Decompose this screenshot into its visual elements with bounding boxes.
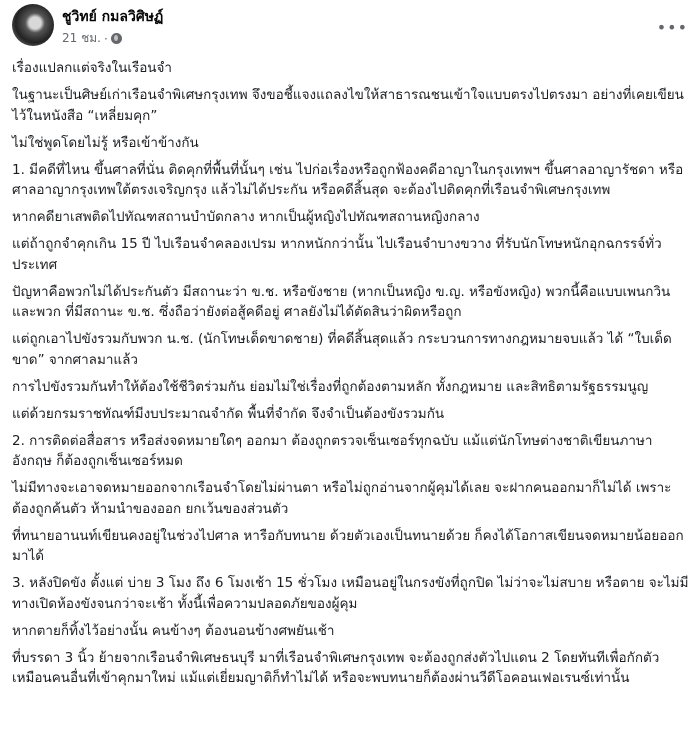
post-body <box>0 58 700 689</box>
post-paragraph: ที่บรรดา 3 นิ้ว ย้ายจากเรือนจำพิเศษธนบุรี มาที่เรือนจำพิเศษกรุงเทพ จะต้องถูกส่งตัวไปแดน 2 โดยทันทีเพื่อกักตัว เหมือนคนอื่นที่เข้าคุกมาใหม่ แม้แต่เยี่ยมญาติก็ทำไม่ได้ หรือจะพบทนายก็ต้องผ่านวีดีโอคอนเฟอเรนซ์เท่านั้น <box>12 649 660 686</box>
post-paragraph: ที่ทนายอานนท์เขียนคงอยู่ในช่วงไปศาล หารือกับทนาย ด้วยตัวเองเป็นทนายด้วย ก็คงได้โอกาสเขียนจดหมายน้อยออกมาได้ <box>12 527 684 564</box>
more-options-button[interactable]: ••• <box>656 18 688 37</box>
post-paragraph: แต่ด้วยกรมราชทัณฑ์มีงบประมาณจำกัด พื้นที่จำกัด จึงจำเป็นต้องขังรวมกัน <box>12 405 445 422</box>
post-paragraph: ไม่มีทางจะเอาจดหมายออกจากเรือนจำโดยไม่ผ่านตา หรือไม่ถูกอ่านจากผู้คุมได้เลย จะฝากคนออกมาก็ไม่ได้ เพราะต้องถูกค้นตัว ห้ามนำของออก ยกเว้นของส่วนตัว <box>12 480 672 517</box>
meta-separator: · <box>103 31 108 46</box>
post-paragraph: 1. มีคดีที่ไหน ขึ้นศาลที่นั่น ติดคุกที่พื้นที่นั้นๆ เช่น ไปก่อเรื่องหรือถูกฟ้องคดีอาญาในกรุงเทพฯ ขึ้นศาลอาญารัชดา หรือศาลอาญากรุงเทพใต้ตรงเจริญกรุง แล้วไม่ได้ประกัน หรือคดีสิ้นสุด จะต้องไปติดคุกที่เรือนจำพิเศษกรุงเทพ <box>12 161 684 198</box>
post-paragraph: เรื่องแปลกแต่จริงในเรือนจำ <box>12 60 173 76</box>
author-name[interactable]: ชูวิทย์ กมลวิศิษฏ์ <box>62 9 164 25</box>
post-paragraph: หากคดียาเสพติดไปทัณฑสถานบำบัดกลาง หากเป็นผู้หญิงไปทัณฑสถานหญิงกลาง <box>12 209 480 225</box>
post-paragraph: แต่ถูกเอาไปขังรวมกับพวก น.ช. (นักโทษเด็ดขาดชาย) ที่คดีสิ้นสุดแล้ว กระบวนการทางกฎหมายจบแล้ว ได้ “ใบเด็ดขาด” จากศาลมาแล้ว <box>12 331 672 368</box>
post-paragraph: แต่ถ้าถูกจำคุกเกิน 15 ปี ไปเรือนจำคลองเปรม หากหนักกว่านั้น ไปเรือนจำบางขวาง ที่รับนักโทษหนักอุกฉกรรจ์ทั่วประเทศ <box>12 236 662 273</box>
post-paragraph: ไม่ใช่พูดโดยไม่รู้ หรือเข้าข้างกัน <box>12 134 199 151</box>
post-header <box>0 0 700 58</box>
post-time[interactable]: 21 ชม. <box>62 31 101 45</box>
post-paragraph: หากตายก็ทิ้งไว้อย่างนั้น คนข้างๆ ต้องนอนข้างศพยันเช้า <box>12 622 335 639</box>
post-meta <box>62 29 122 48</box>
post-paragraph: 2. การติดต่อสื่อสาร หรือส่งจดหมายใดๆ ออกมา ต้องถูกตรวจเซ็นเซอร์ทุกฉบับ แม้แต่นักโทษต่างชาติเขียนภาษาอังกฤษ ก็ต้องถูกเซ็นเซอร์หมด <box>12 432 653 469</box>
author-avatar[interactable] <box>12 4 54 46</box>
post-paragraph: ปัญหาคือพวกไม่ได้ประกันตัว มีสถานะว่า ข.ช. หรือขังชาย (หากเป็นหญิง ข.ญ. หรือขังหญิง) พวกนี้คือแบบเพนกวินและพวก ที่มีสถานะ ข.ช. ซึ่งถือว่ายังต่อสู้คดีอยู่ ศาลยังไม่ได้ตัดสินว่าผิดหรือถูก <box>12 283 671 320</box>
post-paragraph: การไปขังรวมกันทำให้ต้องใช้ชีวิตร่วมกัน ย่อมไม่ใช่เรื่องที่ถูกต้องตามหลัก ทั้งกฎหมาย และสิทธิตามรัฐธรรมนูญ <box>12 378 649 395</box>
post-paragraph: ในฐานะเป็นศิษย์เก่าเรือนจำพิเศษกรุงเทพ จึงขอชี้แจงแถลงไขให้สาธารณชนเข้าใจแบบตรงไปตรงมา อย่างที่เคยเขียนไว้ในหนังสือ “เหลี่ยมคุก” <box>12 87 684 124</box>
globe-icon <box>111 33 122 44</box>
post-paragraph: 3. หลังปิดขัง ตั้งแต่ บ่าย 3 โมง ถึง 6 โมงเช้า 15 ชั่วโมง เหมือนอยู่ในกรงขังที่ถูกปิด ไม่ว่าจะไม่สบาย หรือตาย จะไม่มีทางเปิดห้องขังจนกว่าจะเช้า ทั้งนี้เพื่อความปลอดภัยของผู้คุม <box>12 575 689 612</box>
